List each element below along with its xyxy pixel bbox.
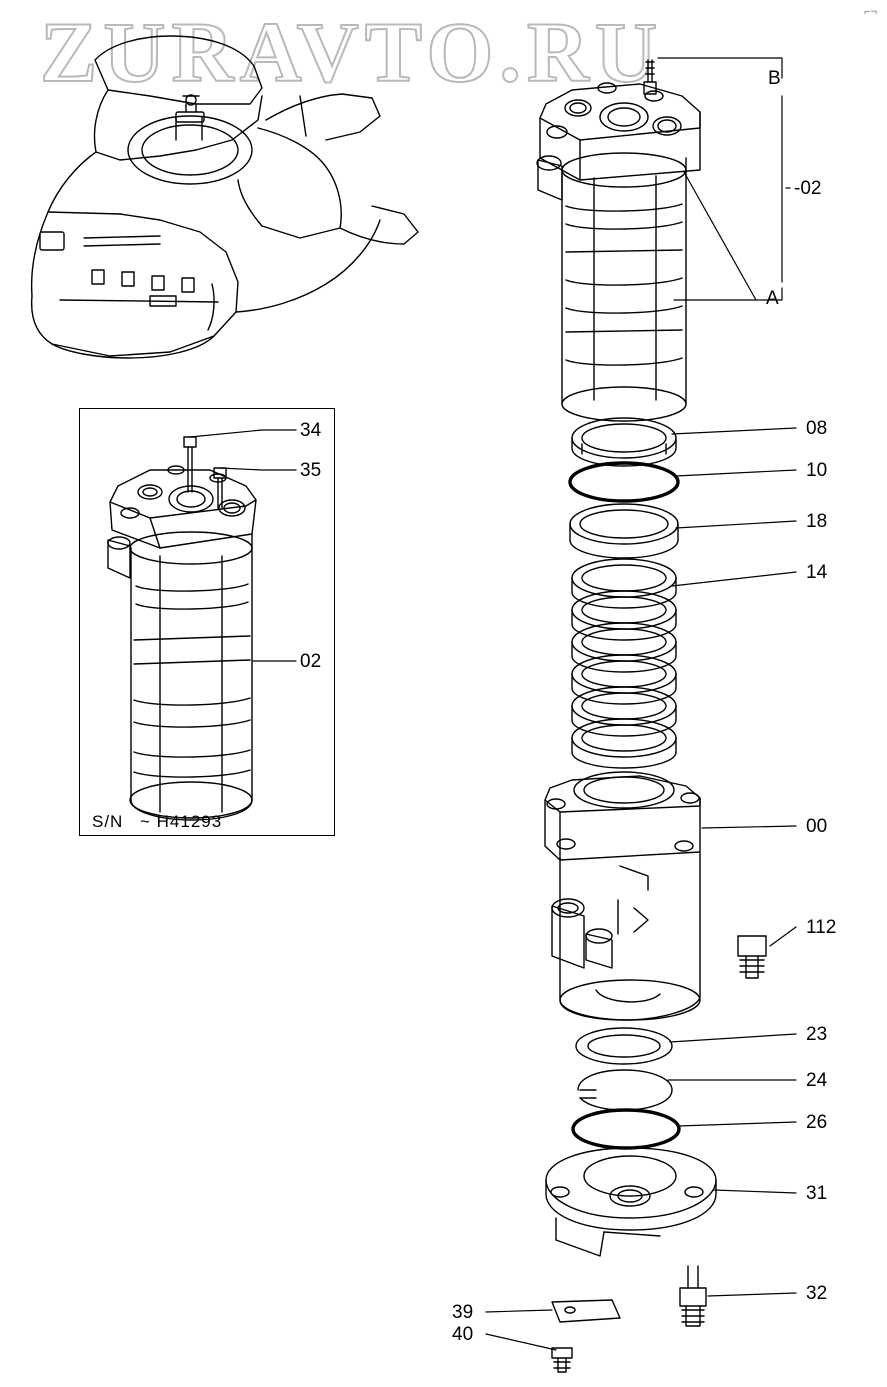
callout-08: 08 (806, 418, 828, 439)
callout-26: 26 (806, 1112, 828, 1133)
callout-40: 40 (452, 1324, 474, 1345)
main-assembly (537, 60, 766, 1372)
corner-mark: ⌐¬ (864, 6, 877, 18)
callout-39: 39 (452, 1302, 474, 1323)
callout-31: 31 (806, 1183, 828, 1204)
section-mark-b: B (768, 68, 781, 89)
callout-23: 23 (806, 1024, 828, 1045)
callout-inset-02: 02 (300, 651, 322, 672)
callout-02: -02 (794, 178, 822, 199)
machine-illustration (32, 36, 418, 358)
callout-112: 112 (806, 917, 837, 938)
callout-14: 14 (806, 562, 828, 583)
callout-00: 00 (806, 816, 828, 837)
seal-stack (572, 559, 676, 768)
inset-sn-prefix: S/N (92, 812, 124, 831)
main-leaders (486, 58, 796, 1350)
callout-35: 35 (300, 460, 322, 481)
inset-frame (79, 408, 335, 836)
callout-10: 10 (806, 460, 828, 481)
callout-32: 32 (806, 1283, 828, 1304)
inset-sn-value: ~ H41293 (140, 812, 223, 831)
callout-24: 24 (806, 1070, 828, 1091)
watermark-text: ZURAVTO.RU (40, 4, 664, 100)
section-mark-a: A (766, 288, 779, 309)
callout-34: 34 (300, 420, 322, 441)
callout-18: 18 (806, 511, 828, 532)
